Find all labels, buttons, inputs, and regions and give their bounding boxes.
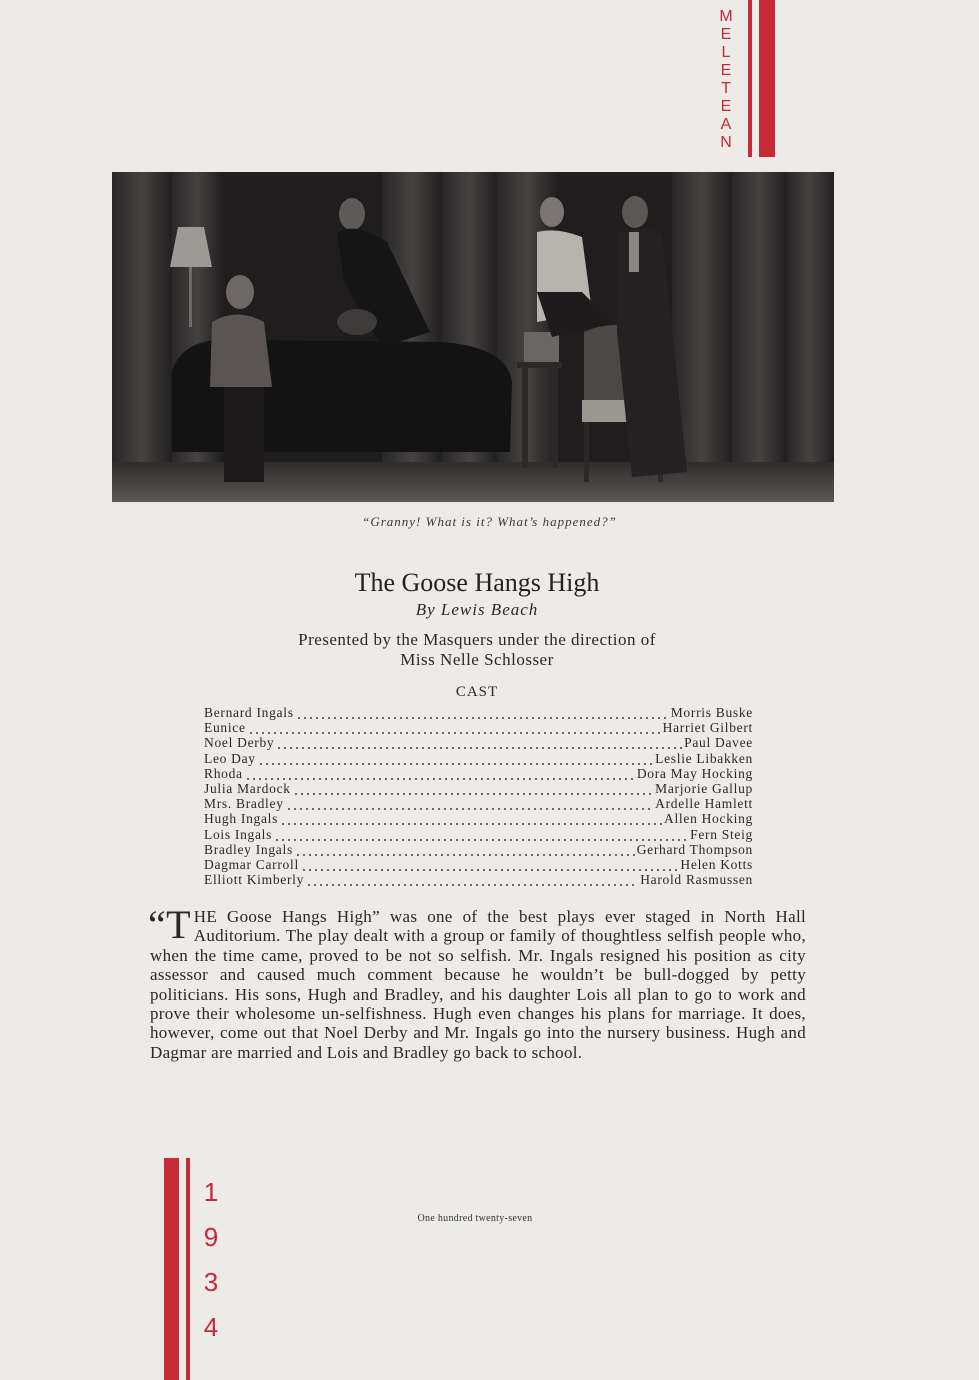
play-byline: By Lewis Beach [415,600,539,619]
cast-role: Mrs. Bradley [204,796,284,812]
dot-leader [245,766,635,781]
cast-row [204,720,753,735]
cast-row [204,751,753,766]
paragraph-text: HE Goose Hangs High” was one of the best plays ever staged in North Hall Auditorium. The play dealt with a group or family of thoughtless selfish people who, when the time came, proved to be not so selfish. Mr. Ingals resigned his position as city assessor and caused much comment because he wouldn’t be bull-dogged by petty politicians. His sons, Hugh and Bradley, and his daughter Lois all plan to go to work and prove their wholesome un-selfishness. Hugh even changes his plans for marriage. It does, however, come out that Noel Derby and Mr. Ingals go into the nursery business. Hugh and Dagmar are married and Lois and Bradley go back to school. [150,907,806,1062]
vertical-title-letter: L [721,44,731,61]
cast-row [204,766,753,781]
year-digit: 1 [203,1177,219,1207]
cast-row [204,796,753,811]
dot-leader [280,811,662,826]
dot-leader [258,751,653,766]
cast-actor: Helen Kotts [680,856,753,872]
cast-row [204,842,753,857]
presented-by [0,630,954,670]
cast-row [204,857,753,872]
cast-actor: Paul Davee [684,735,753,751]
cast-actor: Morris Buske [670,705,753,720]
dot-leader [286,796,654,811]
vertical-title-meletean [716,8,736,152]
vertical-title-letter: E [720,98,732,115]
cast-row [204,735,753,750]
cast-role: Leo Day [204,750,256,766]
cast-role: Bernard Ingals [204,705,294,720]
page-number: One hundred twenty-seven [417,1213,533,1224]
cast-role: Julia Mardock [204,780,291,796]
vertical-title-letter: N [720,134,732,151]
cast-actor: Harold Rasmussen [640,872,753,888]
dot-leader [274,827,688,842]
stage-photograph [112,172,834,502]
cast-actor: Marjorie Gallup [655,780,753,796]
vertical-title-letter: E [720,26,732,43]
red-bar-thin-top [748,0,752,157]
year-vertical [199,1170,223,1350]
vertical-title-letter: T [721,80,731,97]
cast-row [204,811,753,826]
cast-row [204,705,753,720]
cast-actor: Leslie Libakken [655,750,753,766]
cast-role: Bradley Ingals [204,841,293,857]
cast-role: Noel Derby [204,735,275,751]
cast-actor: Fern Steig [690,826,753,842]
year-digit: 9 [203,1222,219,1252]
drop-cap [148,902,191,947]
dot-leader [301,857,679,872]
cast-heading: CAST [455,684,499,700]
open-quote: “ [148,902,167,947]
year-digit: 4 [203,1312,219,1342]
dot-leader [295,842,635,857]
dot-leader [248,720,661,735]
cast-row [204,872,753,887]
cast-row [204,827,753,842]
dot-leader [296,705,669,720]
cast-role: Dagmar Carroll [204,856,299,872]
cast-actor: Gerhard Thompson [636,841,753,857]
presented-line-1: Presented by the Masquers under the direction of [298,630,656,649]
vertical-title-letter: A [720,116,732,133]
cast-actor: Harriet Gilbert [662,720,753,736]
red-bar-thick-bottom [164,1158,179,1380]
dot-leader [293,781,653,796]
cast-role: Lois Ingals [204,826,273,842]
red-bar-thin-bottom [186,1158,190,1380]
stage-scene-illustration [112,172,834,502]
cast-list [204,705,753,887]
red-bar-thick-top [759,0,775,157]
play-summary-paragraph [148,902,806,1062]
photo-caption: “Granny! What is it? What’s happened?” [362,514,617,529]
cast-actor: Dora May Hocking [636,765,753,781]
presented-line-2: Miss Nelle Schlosser [400,650,554,669]
cast-role: Hugh Ingals [204,811,279,827]
cast-role: Rhoda [204,765,243,781]
cast-role: Eunice [204,720,246,736]
vertical-title-letter: E [720,62,732,79]
dot-leader [276,735,682,750]
cast-actor: Allen Hocking [664,811,753,827]
play-title: The Goose Hangs High [354,568,600,597]
cast-role: Elliott Kimberly [204,872,305,888]
drop-cap-letter: T [166,902,191,947]
vertical-title-letter: M [719,8,733,25]
year-digit: 3 [203,1267,219,1297]
dot-leader [306,872,638,887]
cast-actor: Ardelle Hamlett [655,796,753,812]
cast-row [204,781,753,796]
